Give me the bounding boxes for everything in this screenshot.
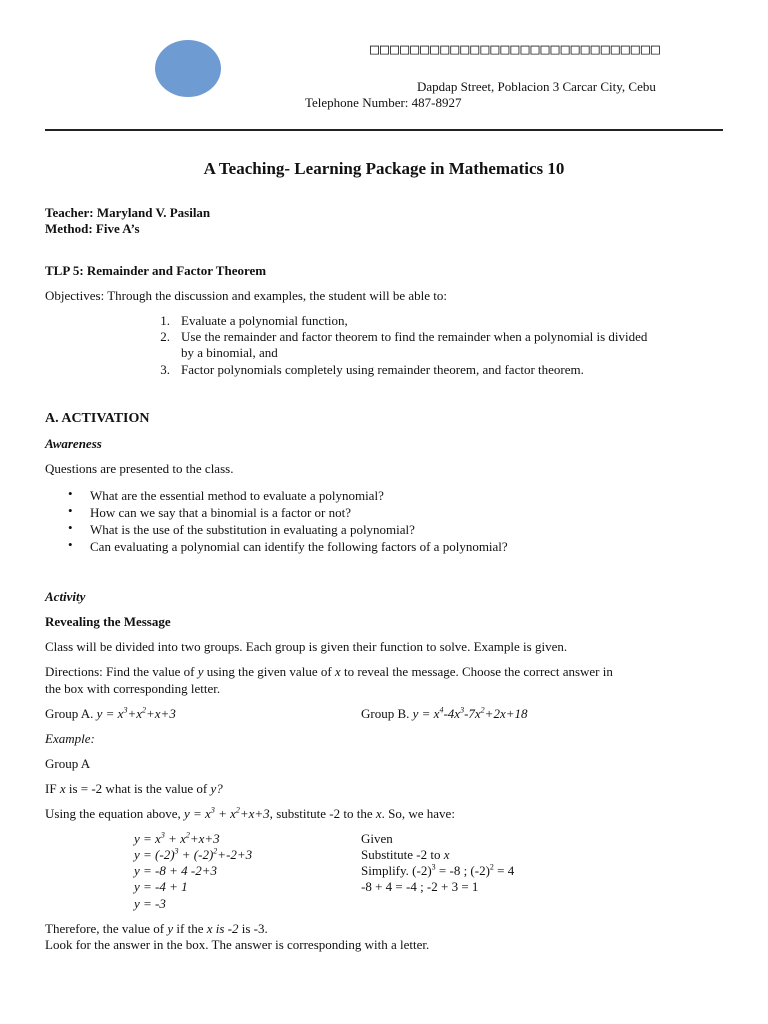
objective-number: 2. [160, 329, 170, 344]
activity-heading: Activity [45, 589, 86, 604]
school-name-placeholder: □□□□□□□□□□□□□□□□□□□□□□□□□□□□□ [370, 40, 661, 58]
if-question: IF x is = -2 what is the value of y? [45, 781, 223, 796]
question-item: What are the essential method to evaluate a polynomial? [90, 488, 384, 503]
school-logo [155, 40, 221, 97]
bullet-icon: • [68, 486, 73, 501]
question-item: Can evaluating a polynomial can identify the following factors of a polynomial? [90, 539, 508, 554]
step-note: -8 + 4 = -4 ; -2 + 3 = 1 [361, 879, 479, 894]
group-a-function: Group A. $y = x^3+x^2+x+3$ [45, 705, 176, 721]
step-note: Given [361, 831, 393, 846]
objectives-intro: Objectives: Through the discussion and examples, the student will be able to: [45, 288, 447, 303]
directions-line-2: the box with corresponding letter. [45, 681, 221, 696]
section-a-heading: A. ACTIVATION [45, 411, 150, 426]
objective-number: 3. [160, 362, 170, 377]
step-equation: y = -3 [134, 896, 166, 911]
look-for-text: Look for the answer in the box. The answer is corresponding with a letter. [45, 937, 430, 952]
school-address: Dapdap Street, Poblacion 3 Carcar City, Cebu [417, 79, 656, 94]
step-note: Substitute -2 to x [361, 847, 450, 862]
awareness-heading: Awareness [45, 436, 102, 451]
objective-text: Evaluate a polynomial function, [181, 313, 348, 328]
therefore-text: Therefore, the value of y if the x is -2 is -3. [45, 921, 268, 936]
objective-number: 1. [160, 313, 170, 328]
group-a-heading: Group A [45, 756, 91, 771]
teacher-line: Teacher: Maryland V. Pasilan [45, 205, 211, 220]
bullet-icon: • [68, 537, 73, 552]
question-item: What is the use of the substitution in evaluating a polynomial? [90, 522, 415, 537]
objective-text: Use the remainder and factor theorem to find the remainder when a polynomial is divided [181, 329, 648, 344]
group-b-function: Group B. $y = x^4-4x^3-7x^2+2x+18$ [361, 705, 528, 721]
objective-text-continued: by a binomial, and [181, 345, 278, 360]
using-equation-text: Using the equation above, $y = x^3 + x^2+x+3$, substitute -2 to the x. So, we have: [45, 805, 455, 821]
page-title: A Teaching- Learning Package in Mathematics 10 [203, 159, 565, 178]
step-equation: y = -4 + 1 [134, 879, 188, 894]
step-equation: $y = (-2)^3 + (-2)^2+-2+3$ [134, 846, 253, 862]
revealing-heading: Revealing the Message [45, 614, 171, 629]
example-label: Example: [45, 731, 95, 746]
step-equation: $y = x^3 + x^2+x+3$ [134, 830, 220, 846]
questions-intro: Questions are presented to the class. [45, 461, 234, 476]
tlp-heading: TLP 5: Remainder and Factor Theorem [45, 263, 267, 278]
school-telephone: Telephone Number: 487-8927 [305, 95, 462, 110]
question-item: How can we say that a binomial is a factor or not? [90, 505, 351, 520]
class-divided-text: Class will be divided into two groups. Each group is given their function to solve. Example is given. [45, 639, 568, 654]
objective-text: Factor polynomials completely using remainder theorem, and factor theorem. [181, 362, 584, 377]
step-note: Simplify. $(-2)^3 = -8$ ; $(-2)^2 = 4$ [361, 862, 515, 878]
bullet-icon: • [68, 503, 73, 518]
bullet-icon: • [68, 520, 73, 535]
method-line: Method: Five A’s [45, 221, 140, 236]
directions-line-1: Directions: Find the value of y using the given value of x to reveal the message. Choose the correct answer in [45, 664, 613, 679]
step-equation: y = -8 + 4 -2+3 [134, 863, 217, 878]
header-divider [45, 129, 723, 131]
